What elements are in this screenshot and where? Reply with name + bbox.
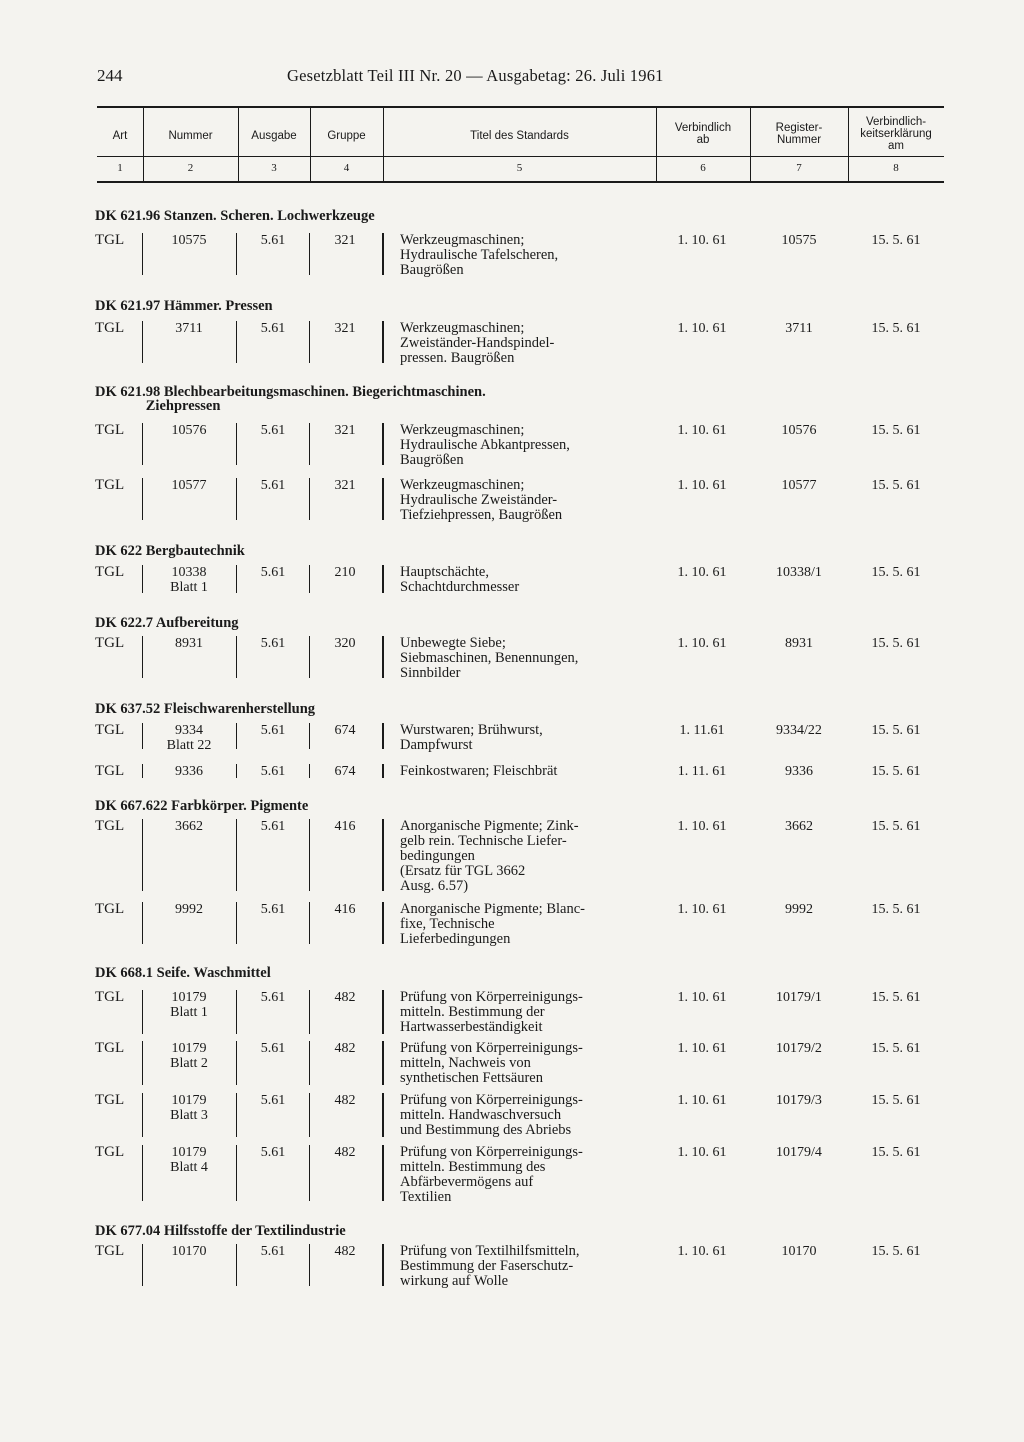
cell-ausgabe: 5.61 [260, 636, 286, 651]
cell-register: 10576 [781, 423, 817, 438]
cell-titel: Werkzeugmaschinen; Hydraulische Zweiständer- Tiefziehpressen, Baugrößen [400, 477, 563, 523]
row-divider [142, 990, 143, 1034]
cell-ausgabe: 5.61 [260, 1145, 286, 1160]
cell-register: 8931 [785, 636, 813, 651]
column-header-3: Ausgabe [251, 130, 297, 142]
cell-verbindlich: 1. 10. 61 [677, 819, 727, 834]
row-divider [309, 764, 310, 778]
cell-register: 9992 [785, 902, 813, 917]
row-divider [309, 233, 310, 275]
cell-nummer: 10179 Blatt 3 [170, 1093, 208, 1123]
cell-verbindlich: 1. 10. 61 [677, 1145, 727, 1160]
section-title: DK 622.7 Aufbereitung [95, 615, 239, 631]
row-divider [382, 423, 384, 465]
column-number-5: 5 [516, 162, 523, 174]
cell-verbindlich: 1. 10. 61 [677, 565, 727, 580]
cell-art: TGL [95, 1144, 125, 1160]
column-number-8: 8 [893, 162, 899, 174]
row-divider [142, 1093, 143, 1137]
row-divider [142, 819, 143, 891]
row-divider [309, 1244, 310, 1286]
cell-nummer: 10170 [171, 1244, 207, 1259]
row-divider [236, 636, 237, 678]
cell-ausgabe: 5.61 [260, 1093, 286, 1108]
cell-am: 15. 5. 61 [871, 636, 921, 651]
column-number-1: 1 [117, 162, 123, 174]
column-header-5: Titel des Standards [470, 130, 569, 142]
cell-titel: Prüfung von Körperreinigungs- mitteln. Bestimmung des Abfärbevermögens auf Textilien [400, 1144, 583, 1205]
row-divider [309, 565, 310, 593]
row-divider [309, 423, 310, 465]
cell-ausgabe: 5.61 [260, 321, 286, 336]
cell-nummer: 10179 Blatt 1 [170, 990, 208, 1020]
cell-am: 15. 5. 61 [871, 1041, 921, 1056]
cell-gruppe: 320 [334, 636, 356, 651]
cell-register: 10179/4 [776, 1145, 822, 1160]
column-number-6: 6 [700, 162, 706, 174]
row-divider [236, 423, 237, 465]
cell-nummer: 10338 Blatt 1 [170, 565, 208, 595]
cell-ausgabe: 5.61 [260, 819, 286, 834]
cell-gruppe: 482 [334, 990, 356, 1005]
cell-verbindlich: 1. 10. 61 [677, 636, 727, 651]
cell-verbindlich: 1. 11. 61 [677, 764, 727, 779]
row-divider [142, 764, 143, 778]
row-divider [142, 1145, 143, 1201]
cell-am: 15. 5. 61 [871, 1093, 921, 1108]
row-divider [382, 902, 384, 944]
cell-ausgabe: 5.61 [260, 723, 286, 738]
cell-verbindlich: 1. 10. 61 [677, 321, 727, 336]
cell-verbindlich: 1. 11.61 [679, 723, 725, 738]
cell-gruppe: 416 [334, 819, 356, 834]
cell-gruppe: 482 [334, 1244, 356, 1259]
cell-ausgabe: 5.61 [260, 565, 286, 580]
row-divider [236, 565, 237, 593]
row-divider [309, 723, 310, 749]
column-number-3: 3 [271, 162, 277, 174]
row-divider [382, 764, 384, 778]
row-divider [142, 1244, 143, 1286]
cell-register: 10338/1 [776, 565, 822, 580]
cell-verbindlich: 1. 10. 61 [677, 423, 727, 438]
cell-nummer: 8931 [175, 636, 203, 651]
cell-gruppe: 321 [334, 478, 356, 493]
section-title: DK 668.1 Seife. Waschmittel [95, 965, 271, 981]
row-divider [382, 636, 384, 678]
cell-verbindlich: 1. 10. 61 [677, 1244, 727, 1259]
cell-verbindlich: 1. 10. 61 [677, 478, 727, 493]
cell-am: 15. 5. 61 [871, 565, 921, 580]
cell-art: TGL [95, 1092, 125, 1108]
row-divider [382, 565, 384, 593]
cell-art: TGL [95, 635, 125, 651]
cell-register: 3711 [785, 321, 813, 336]
cell-titel: Prüfung von Körperreinigungs- mitteln. Handwaschversuch und Bestimmung des Abriebs [400, 1092, 583, 1138]
section-title: DK 621.98 Blechbearbeitungsmaschinen. Biegerichtmaschinen. Ziehpressen [95, 384, 486, 414]
section-title: DK 637.52 Fleischwarenherstellung [95, 701, 316, 717]
column-header-7: Register- Nummer [775, 122, 823, 146]
cell-am: 15. 5. 61 [871, 1145, 921, 1160]
cell-art: TGL [95, 232, 125, 248]
cell-gruppe: 482 [334, 1041, 356, 1056]
cell-titel: Feinkostwaren; Fleischbrät [400, 763, 558, 779]
cell-titel: Wurstwaren; Brühwurst, Dampfwurst [400, 722, 543, 753]
cell-gruppe: 674 [334, 723, 356, 738]
cell-titel: Prüfung von Körperreinigungs- mitteln, Nachweis von synthetischen Fettsäuren [400, 1040, 583, 1086]
cell-art: TGL [95, 320, 125, 336]
row-divider [142, 321, 143, 363]
cell-ausgabe: 5.61 [260, 764, 286, 779]
column-header-6: Verbindlich ab [674, 122, 732, 146]
row-divider [382, 233, 384, 275]
cell-ausgabe: 5.61 [260, 233, 286, 248]
cell-ausgabe: 5.61 [260, 902, 286, 917]
cell-gruppe: 321 [334, 423, 356, 438]
cell-nummer: 9334 Blatt 22 [166, 723, 212, 753]
column-header-1: Art [112, 130, 128, 142]
column-header-8: Verbindlich- keitserklärung am [860, 116, 932, 152]
row-divider [309, 902, 310, 944]
column-number-7: 7 [796, 162, 802, 174]
row-divider [382, 1244, 384, 1286]
row-divider [142, 723, 143, 749]
row-divider [236, 1041, 237, 1085]
section-title: DK 677.04 Hilfsstoffe der Textilindustrie [95, 1223, 346, 1239]
row-divider [142, 233, 143, 275]
row-divider [382, 478, 384, 520]
row-divider [236, 1244, 237, 1286]
page-number: 244 [97, 66, 123, 85]
cell-nummer: 3711 [175, 321, 203, 336]
cell-register: 10179/3 [776, 1093, 822, 1108]
section-title: DK 622 Bergbautechnik [95, 543, 245, 559]
row-divider [236, 902, 237, 944]
cell-register: 10575 [781, 233, 817, 248]
cell-titel: Unbewegte Siebe; Siebmaschinen, Benennungen, Sinnbilder [400, 635, 579, 681]
section-title: DK 621.96 Stanzen. Scheren. Lochwerkzeuge [95, 208, 375, 224]
row-divider [236, 764, 237, 778]
cell-titel: Prüfung von Körperreinigungs- mitteln. Bestimmung der Hartwasserbeständigkeit [400, 989, 583, 1035]
row-divider [309, 819, 310, 891]
cell-nummer: 10575 [171, 233, 207, 248]
row-divider [309, 636, 310, 678]
cell-am: 15. 5. 61 [871, 990, 921, 1005]
column-number-2: 2 [187, 162, 194, 174]
cell-verbindlich: 1. 10. 61 [677, 1093, 727, 1108]
cell-am: 15. 5. 61 [871, 423, 921, 438]
cell-gruppe: 482 [334, 1093, 356, 1108]
row-divider [142, 565, 143, 593]
row-divider [142, 478, 143, 520]
cell-art: TGL [95, 564, 125, 580]
row-divider [236, 233, 237, 275]
cell-nummer: 10179 Blatt 4 [170, 1145, 208, 1175]
column-header-4: Gruppe [327, 130, 366, 142]
cell-nummer: 10577 [171, 478, 207, 493]
row-divider [309, 1093, 310, 1137]
cell-am: 15. 5. 61 [871, 819, 921, 834]
cell-titel: Anorganische Pigmente; Blanc- fixe, Technische Lieferbedingungen [400, 901, 585, 947]
cell-art: TGL [95, 989, 125, 1005]
cell-art: TGL [95, 818, 125, 834]
cell-am: 15. 5. 61 [871, 902, 921, 917]
cell-titel: Hauptschächte, Schachtdurchmesser [400, 564, 520, 595]
cell-nummer: 10179 Blatt 2 [170, 1041, 208, 1071]
cell-titel: Werkzeugmaschinen; Zweiständer-Handspindel- pressen. Baugrößen [400, 320, 555, 366]
section-title: DK 667.622 Farbkörper. Pigmente [95, 798, 309, 814]
cell-ausgabe: 5.61 [260, 990, 286, 1005]
row-divider [382, 1145, 384, 1201]
cell-register: 3662 [785, 819, 813, 834]
column-header-2: Nummer [168, 130, 213, 142]
row-divider [236, 819, 237, 891]
cell-verbindlich: 1. 10. 61 [677, 233, 727, 248]
cell-am: 15. 5. 61 [871, 478, 921, 493]
header-title: Gesetzblatt Teil III Nr. 20 — Ausgabetag: 26. Juli 1961 [287, 66, 664, 85]
cell-gruppe: 674 [334, 764, 356, 779]
cell-register: 10170 [781, 1244, 817, 1259]
row-divider [382, 723, 384, 749]
row-divider [382, 990, 384, 1034]
cell-am: 15. 5. 61 [871, 321, 921, 336]
cell-art: TGL [95, 1243, 125, 1259]
row-divider [142, 423, 143, 465]
cell-art: TGL [95, 422, 125, 438]
row-divider [142, 1041, 143, 1085]
cell-register: 9336 [785, 764, 813, 779]
cell-register: 9334/22 [776, 723, 822, 738]
cell-gruppe: 416 [334, 902, 356, 917]
cell-art: TGL [95, 763, 125, 779]
row-divider [142, 636, 143, 678]
cell-register: 10179/1 [776, 990, 822, 1005]
row-divider [236, 1145, 237, 1201]
column-number-4: 4 [343, 162, 350, 174]
cell-verbindlich: 1. 10. 61 [677, 1041, 727, 1056]
cell-register: 10179/2 [776, 1041, 822, 1056]
cell-ausgabe: 5.61 [260, 1041, 286, 1056]
row-divider [236, 723, 237, 749]
cell-nummer: 9992 [175, 902, 203, 917]
row-divider [236, 321, 237, 363]
row-divider [382, 819, 384, 891]
cell-art: TGL [95, 477, 125, 493]
cell-ausgabe: 5.61 [260, 478, 286, 493]
cell-art: TGL [95, 901, 125, 917]
cell-titel: Werkzeugmaschinen; Hydraulische Tafelscheren, Baugrößen [400, 232, 559, 278]
cell-nummer: 9336 [175, 764, 203, 779]
row-divider [382, 1041, 384, 1085]
row-divider [309, 1041, 310, 1085]
row-divider [236, 1093, 237, 1137]
row-divider [309, 1145, 310, 1201]
cell-am: 15. 5. 61 [871, 764, 921, 779]
row-divider [309, 478, 310, 520]
cell-titel: Anorganische Pigmente; Zink- gelb rein. Technische Liefer- bedingungen (Ersatz für TGL 3662 Ausg. 6.57) [400, 818, 579, 894]
cell-gruppe: 482 [334, 1145, 356, 1160]
cell-titel: Werkzeugmaschinen; Hydraulische Abkantpressen, Baugrößen [400, 422, 570, 468]
cell-ausgabe: 5.61 [260, 423, 286, 438]
cell-titel: Prüfung von Textilhilfsmitteln, Bestimmung der Faserschutz- wirkung auf Wolle [400, 1243, 580, 1289]
row-divider [309, 321, 310, 363]
row-divider [236, 990, 237, 1034]
row-divider [236, 478, 237, 520]
cell-art: TGL [95, 1040, 125, 1056]
row-divider [142, 902, 143, 944]
cell-verbindlich: 1. 10. 61 [677, 902, 727, 917]
cell-am: 15. 5. 61 [871, 723, 921, 738]
cell-nummer: 10576 [171, 423, 207, 438]
cell-am: 15. 5. 61 [871, 1244, 921, 1259]
section-title: DK 621.97 Hämmer. Pressen [95, 298, 273, 314]
cell-verbindlich: 1. 10. 61 [677, 990, 727, 1005]
row-divider [382, 1093, 384, 1137]
cell-am: 15. 5. 61 [871, 233, 921, 248]
cell-gruppe: 321 [334, 233, 356, 248]
cell-register: 10577 [781, 478, 817, 493]
cell-nummer: 3662 [175, 819, 203, 834]
cell-ausgabe: 5.61 [260, 1244, 286, 1259]
row-divider [382, 321, 384, 363]
cell-gruppe: 321 [334, 321, 356, 336]
cell-gruppe: 210 [334, 565, 356, 580]
row-divider [309, 990, 310, 1034]
cell-art: TGL [95, 722, 125, 738]
